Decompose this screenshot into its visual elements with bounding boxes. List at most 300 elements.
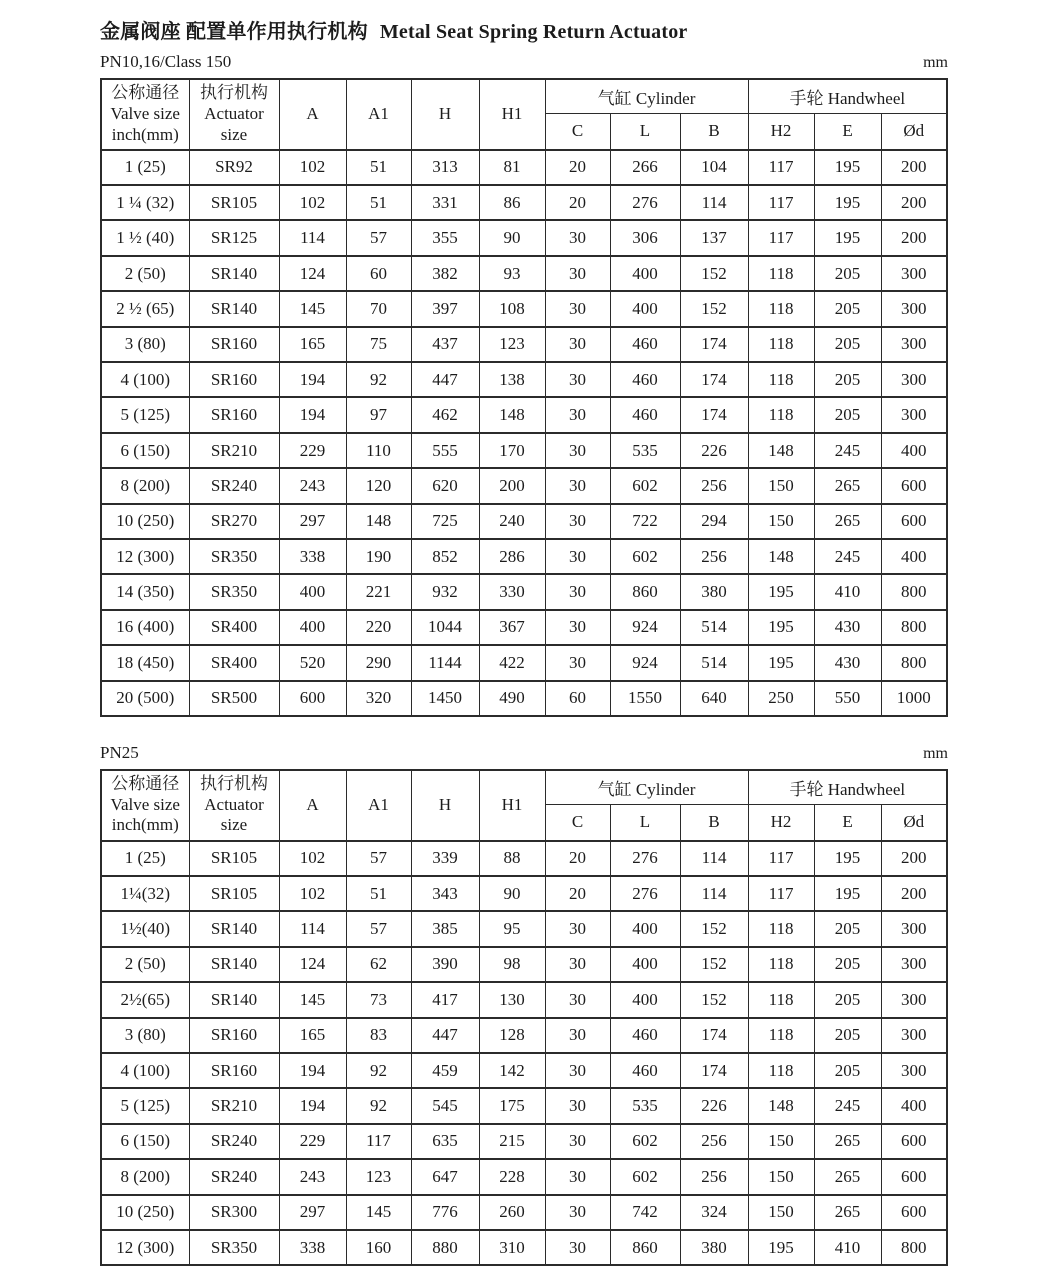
- table-cell: 20: [545, 876, 610, 911]
- table-cell: 226: [680, 433, 748, 468]
- table-cell: 300: [881, 327, 947, 362]
- table-cell: 300: [881, 911, 947, 946]
- page-title-zh: 金属阀座 配置单作用执行机构: [100, 21, 368, 43]
- table-cell: 30: [545, 256, 610, 291]
- table-cell: 1 ¼ (32): [101, 185, 189, 220]
- table-cell: 339: [411, 841, 479, 876]
- col-group-handwheel: 手轮 Handwheel: [748, 79, 947, 114]
- table-cell: 5 (125): [101, 397, 189, 432]
- table-cell: SR350: [189, 574, 279, 609]
- table-cell: SR105: [189, 876, 279, 911]
- table-cell: 276: [610, 841, 680, 876]
- table-cell: 2 (50): [101, 947, 189, 982]
- table-cell: 800: [881, 645, 947, 680]
- table-cell: 310: [479, 1230, 545, 1265]
- table-row: [101, 468, 947, 503]
- table-cell: 30: [545, 1018, 610, 1053]
- table-row: [101, 841, 947, 876]
- table-cell: 118: [748, 982, 814, 1017]
- table-cell: 200: [479, 468, 545, 503]
- col-group-cylinder: 气缸 Cylinder: [545, 770, 748, 805]
- table-cell: 324: [680, 1195, 748, 1230]
- table-cell: 8 (200): [101, 468, 189, 503]
- header-line: inch(mm): [111, 124, 179, 144]
- table-cell: 30: [545, 911, 610, 946]
- table-cell: 8 (200): [101, 1159, 189, 1194]
- table-cell: 602: [610, 539, 680, 574]
- table-cell: 205: [814, 256, 881, 291]
- header-line: size: [220, 815, 248, 835]
- unit-label-pn10-16: mm: [923, 54, 948, 72]
- col-header-a: A: [279, 79, 346, 150]
- table-row: [101, 362, 947, 397]
- page-title: [100, 15, 948, 44]
- table-cell: 195: [814, 876, 881, 911]
- table-cell: 265: [814, 1159, 881, 1194]
- table-cell: 229: [279, 433, 346, 468]
- table-cell: 30: [545, 468, 610, 503]
- table-cell: SR270: [189, 504, 279, 539]
- table-cell: 400: [610, 911, 680, 946]
- table-cell: 1550: [610, 681, 680, 716]
- col-header-h1: H1: [479, 770, 545, 841]
- table-cell: 152: [680, 982, 748, 1017]
- col-header-l: L: [610, 804, 680, 841]
- col-header-h: H: [411, 79, 479, 150]
- table-cell: 320: [346, 681, 411, 716]
- table-cell: 51: [346, 185, 411, 220]
- table-row: [101, 1053, 947, 1088]
- table-cell: 742: [610, 1195, 680, 1230]
- table-row: [101, 185, 947, 220]
- table-cell: 276: [610, 876, 680, 911]
- table-cell: 555: [411, 433, 479, 468]
- table-cell: SR105: [189, 185, 279, 220]
- col-header-l: L: [610, 113, 680, 150]
- table-row: [101, 911, 947, 946]
- table-cell: 150: [748, 468, 814, 503]
- table-cell: 73: [346, 982, 411, 1017]
- table-cell: 165: [279, 1018, 346, 1053]
- table-cell: 30: [545, 539, 610, 574]
- table-row: [101, 681, 947, 716]
- table-cell: 545: [411, 1088, 479, 1123]
- table-cell: 114: [279, 220, 346, 255]
- header-line: size: [220, 124, 248, 144]
- table-cell: 117: [748, 150, 814, 185]
- section-label-pn25: PN25: [100, 742, 139, 762]
- col-header-h2: H2: [748, 113, 814, 150]
- table-cell: 4 (100): [101, 1053, 189, 1088]
- table-cell: 81: [479, 150, 545, 185]
- table-cell: SR140: [189, 256, 279, 291]
- table-row: [101, 982, 947, 1017]
- table-cell: 852: [411, 539, 479, 574]
- table-cell: 114: [680, 876, 748, 911]
- table-cell: 286: [479, 539, 545, 574]
- table-cell: 400: [881, 1088, 947, 1123]
- table-cell: 535: [610, 433, 680, 468]
- table-cell: 620: [411, 468, 479, 503]
- col-header-e: E: [814, 113, 881, 150]
- table-cell: 114: [680, 185, 748, 220]
- section-header-pn25: [100, 744, 948, 763]
- table-cell: 145: [279, 982, 346, 1017]
- header-line: inch(mm): [111, 815, 179, 835]
- table-cell: 150: [748, 1195, 814, 1230]
- table-cell: 460: [610, 397, 680, 432]
- table-cell: 102: [279, 876, 346, 911]
- table-cell: 30: [545, 574, 610, 609]
- table-cell: 300: [881, 291, 947, 326]
- table-cell: 338: [279, 1230, 346, 1265]
- table-cell: 300: [881, 1018, 947, 1053]
- table-cell: 300: [881, 982, 947, 1017]
- table-cell: 256: [680, 539, 748, 574]
- table-cell: 459: [411, 1053, 479, 1088]
- table-cell: 30: [545, 1053, 610, 1088]
- table-cell: 30: [545, 645, 610, 680]
- table-cell: 118: [748, 1018, 814, 1053]
- table-cell: 200: [881, 876, 947, 911]
- table-cell: 514: [680, 610, 748, 645]
- table-cell: 382: [411, 256, 479, 291]
- table-cell: 297: [279, 1195, 346, 1230]
- table-cell: 200: [881, 185, 947, 220]
- table-cell: 145: [346, 1195, 411, 1230]
- table-cell: 194: [279, 362, 346, 397]
- spec-table-pn10-16: [100, 78, 948, 717]
- table-cell: 220: [346, 610, 411, 645]
- table-cell: 118: [748, 327, 814, 362]
- table-cell: 535: [610, 1088, 680, 1123]
- table-cell: 331: [411, 185, 479, 220]
- table-cell: 722: [610, 504, 680, 539]
- table-body-pn10-16: [101, 150, 947, 716]
- table-cell: 447: [411, 1018, 479, 1053]
- table-row: [101, 220, 947, 255]
- table-cell: 256: [680, 1159, 748, 1194]
- table-cell: 114: [279, 911, 346, 946]
- table-cell: 110: [346, 433, 411, 468]
- table-cell: 460: [610, 327, 680, 362]
- table-cell: 400: [881, 539, 947, 574]
- table-cell: SR160: [189, 362, 279, 397]
- table-cell: 417: [411, 982, 479, 1017]
- table-cell: 4 (100): [101, 362, 189, 397]
- table-cell: 380: [680, 574, 748, 609]
- table-cell: 400: [610, 256, 680, 291]
- table-cell: 117: [346, 1124, 411, 1159]
- table-cell: 14 (350): [101, 574, 189, 609]
- table-cell: 367: [479, 610, 545, 645]
- table-cell: 300: [881, 947, 947, 982]
- table-cell: 30: [545, 362, 610, 397]
- table-cell: 195: [814, 185, 881, 220]
- table-row: [101, 1159, 947, 1194]
- table-cell: 400: [881, 433, 947, 468]
- table-cell: SR140: [189, 947, 279, 982]
- table-cell: 1½(40): [101, 911, 189, 946]
- table-cell: 6 (150): [101, 433, 189, 468]
- table-cell: 240: [479, 504, 545, 539]
- table-cell: 256: [680, 468, 748, 503]
- table-cell: 30: [545, 220, 610, 255]
- table-cell: 148: [748, 539, 814, 574]
- header-line: Valve size: [110, 103, 180, 123]
- table-row: [101, 327, 947, 362]
- table-cell: 385: [411, 911, 479, 946]
- table-cell: 226: [680, 1088, 748, 1123]
- table-cell: 3 (80): [101, 1018, 189, 1053]
- section-header-pn10-16: [100, 53, 948, 72]
- table-cell: 51: [346, 150, 411, 185]
- table-cell: 400: [279, 574, 346, 609]
- table-cell: SR125: [189, 220, 279, 255]
- unit-label-pn25: mm: [923, 745, 948, 763]
- table-cell: 602: [610, 1124, 680, 1159]
- table-cell: 190: [346, 539, 411, 574]
- col-header-actuator-size: [189, 770, 279, 841]
- table-cell: 635: [411, 1124, 479, 1159]
- table-cell: 243: [279, 1159, 346, 1194]
- table-cell: 725: [411, 504, 479, 539]
- header-line: 执行机构: [200, 83, 268, 103]
- table-cell: 228: [479, 1159, 545, 1194]
- table-cell: 460: [610, 362, 680, 397]
- table-row: [101, 504, 947, 539]
- table-cell: 104: [680, 150, 748, 185]
- table-cell: 776: [411, 1195, 479, 1230]
- table-cell: SR240: [189, 468, 279, 503]
- table-row: [101, 433, 947, 468]
- table-cell: 145: [279, 291, 346, 326]
- table-cell: 200: [881, 841, 947, 876]
- table-cell: 276: [610, 185, 680, 220]
- table-cell: 205: [814, 947, 881, 982]
- table-cell: 1450: [411, 681, 479, 716]
- header-line: Valve size: [110, 794, 180, 814]
- table-cell: 410: [814, 574, 881, 609]
- table-cell: 51: [346, 876, 411, 911]
- table-cell: 490: [479, 681, 545, 716]
- table-cell: SR400: [189, 610, 279, 645]
- table-cell: 142: [479, 1053, 545, 1088]
- table-cell: 30: [545, 610, 610, 645]
- table-cell: 152: [680, 911, 748, 946]
- table-cell: 16 (400): [101, 610, 189, 645]
- table-row: [101, 610, 947, 645]
- table-cell: 205: [814, 911, 881, 946]
- table-cell: 355: [411, 220, 479, 255]
- table-cell: 1044: [411, 610, 479, 645]
- header-line: 公称通径: [111, 83, 180, 103]
- table-cell: 924: [610, 645, 680, 680]
- table-cell: 118: [748, 291, 814, 326]
- table-cell: 20 (500): [101, 681, 189, 716]
- table-cell: 97: [346, 397, 411, 432]
- table-cell: 550: [814, 681, 881, 716]
- table-cell: 130: [479, 982, 545, 1017]
- table-cell: 20: [545, 841, 610, 876]
- col-header-valve-size: [101, 770, 189, 841]
- table-cell: 174: [680, 1018, 748, 1053]
- table-cell: 57: [346, 841, 411, 876]
- table-row: [101, 947, 947, 982]
- table-cell: 148: [748, 1088, 814, 1123]
- table-cell: 108: [479, 291, 545, 326]
- table-cell: SR240: [189, 1124, 279, 1159]
- table-cell: 30: [545, 433, 610, 468]
- table-cell: 2½(65): [101, 982, 189, 1017]
- table-cell: 460: [610, 1053, 680, 1088]
- table-cell: 194: [279, 397, 346, 432]
- table-cell: SR160: [189, 1018, 279, 1053]
- table-cell: 800: [881, 574, 947, 609]
- table-cell: 30: [545, 947, 610, 982]
- table-cell: SR140: [189, 982, 279, 1017]
- table-cell: 195: [814, 220, 881, 255]
- table-body-pn25: [101, 841, 947, 1266]
- table-cell: 520: [279, 645, 346, 680]
- table-cell: 174: [680, 397, 748, 432]
- table-cell: 514: [680, 645, 748, 680]
- table-cell: 602: [610, 1159, 680, 1194]
- col-header-a1: A1: [346, 770, 411, 841]
- section-label-pn10-16: PN10,16/Class 150: [100, 52, 232, 71]
- table-cell: 1000: [881, 681, 947, 716]
- table-cell: 294: [680, 504, 748, 539]
- table-cell: 229: [279, 1124, 346, 1159]
- table-cell: 265: [814, 1195, 881, 1230]
- table-cell: SR105: [189, 841, 279, 876]
- page-title-en: Metal Seat Spring Return Actuator: [379, 21, 688, 43]
- table-cell: 338: [279, 539, 346, 574]
- table-row: [101, 150, 947, 185]
- table-cell: 600: [881, 504, 947, 539]
- col-header-h1: H1: [479, 79, 545, 150]
- table-cell: 90: [479, 876, 545, 911]
- table-cell: 215: [479, 1124, 545, 1159]
- table-cell: 92: [346, 362, 411, 397]
- table-row: [101, 876, 947, 911]
- table-cell: 114: [680, 841, 748, 876]
- table-cell: 200: [881, 220, 947, 255]
- table-cell: 123: [346, 1159, 411, 1194]
- table-cell: 118: [748, 256, 814, 291]
- table-cell: 300: [881, 256, 947, 291]
- table-cell: 430: [814, 645, 881, 680]
- table-cell: 400: [610, 291, 680, 326]
- table-cell: 640: [680, 681, 748, 716]
- table-cell: 150: [748, 504, 814, 539]
- table-cell: 117: [748, 841, 814, 876]
- table-cell: 118: [748, 911, 814, 946]
- table-cell: 118: [748, 1053, 814, 1088]
- col-header-b: B: [680, 804, 748, 841]
- table-cell: 2 (50): [101, 256, 189, 291]
- table-cell: 174: [680, 327, 748, 362]
- table-cell: 30: [545, 327, 610, 362]
- table-cell: SR210: [189, 1088, 279, 1123]
- table-cell: SR210: [189, 433, 279, 468]
- table-cell: 194: [279, 1088, 346, 1123]
- table-cell: 260: [479, 1195, 545, 1230]
- table-cell: SR160: [189, 397, 279, 432]
- table-cell: 102: [279, 841, 346, 876]
- table-cell: 300: [881, 362, 947, 397]
- col-header-a1: A1: [346, 79, 411, 150]
- col-header-b: B: [680, 113, 748, 150]
- table-cell: 118: [748, 397, 814, 432]
- table-cell: 92: [346, 1053, 411, 1088]
- table-cell: 400: [279, 610, 346, 645]
- table-cell: 410: [814, 1230, 881, 1265]
- table-cell: 250: [748, 681, 814, 716]
- table-cell: 124: [279, 947, 346, 982]
- table-cell: 205: [814, 1018, 881, 1053]
- table-cell: SR350: [189, 539, 279, 574]
- table-cell: 95: [479, 911, 545, 946]
- table-row: [101, 1195, 947, 1230]
- table-cell: 330: [479, 574, 545, 609]
- table-cell: 860: [610, 574, 680, 609]
- table-cell: 117: [748, 220, 814, 255]
- table-cell: 300: [881, 397, 947, 432]
- table-cell: 1 ½ (40): [101, 220, 189, 255]
- table-cell: 390: [411, 947, 479, 982]
- table-cell: 148: [346, 504, 411, 539]
- table-cell: 932: [411, 574, 479, 609]
- table-cell: 86: [479, 185, 545, 220]
- table-cell: 437: [411, 327, 479, 362]
- table-cell: 205: [814, 397, 881, 432]
- table-row: [101, 1124, 947, 1159]
- header-line: 公称通径: [111, 774, 180, 794]
- table-cell: 205: [814, 362, 881, 397]
- col-header-od: Ød: [881, 113, 947, 150]
- table-cell: 30: [545, 291, 610, 326]
- table-cell: 205: [814, 1053, 881, 1088]
- col-header-valve-size: [101, 79, 189, 150]
- table-cell: SR160: [189, 1053, 279, 1088]
- table-cell: 647: [411, 1159, 479, 1194]
- table-cell: 200: [881, 150, 947, 185]
- header-line: 执行机构: [200, 774, 268, 794]
- table-row: [101, 574, 947, 609]
- table-cell: 152: [680, 291, 748, 326]
- table-cell: 397: [411, 291, 479, 326]
- table-cell: SR240: [189, 1159, 279, 1194]
- table-cell: 10 (250): [101, 504, 189, 539]
- table-cell: 2 ½ (65): [101, 291, 189, 326]
- header-line: Actuator: [204, 103, 264, 123]
- header-line: Actuator: [204, 794, 264, 814]
- table-cell: SR140: [189, 911, 279, 946]
- table-cell: 297: [279, 504, 346, 539]
- table-cell: 30: [545, 504, 610, 539]
- table-cell: 447: [411, 362, 479, 397]
- table-cell: 93: [479, 256, 545, 291]
- table-cell: 102: [279, 150, 346, 185]
- table-cell: 3 (80): [101, 327, 189, 362]
- table-cell: 195: [814, 841, 881, 876]
- table-cell: SR160: [189, 327, 279, 362]
- table-cell: 10 (250): [101, 1195, 189, 1230]
- table-cell: 1 (25): [101, 841, 189, 876]
- table-cell: 62: [346, 947, 411, 982]
- table-cell: SR300: [189, 1195, 279, 1230]
